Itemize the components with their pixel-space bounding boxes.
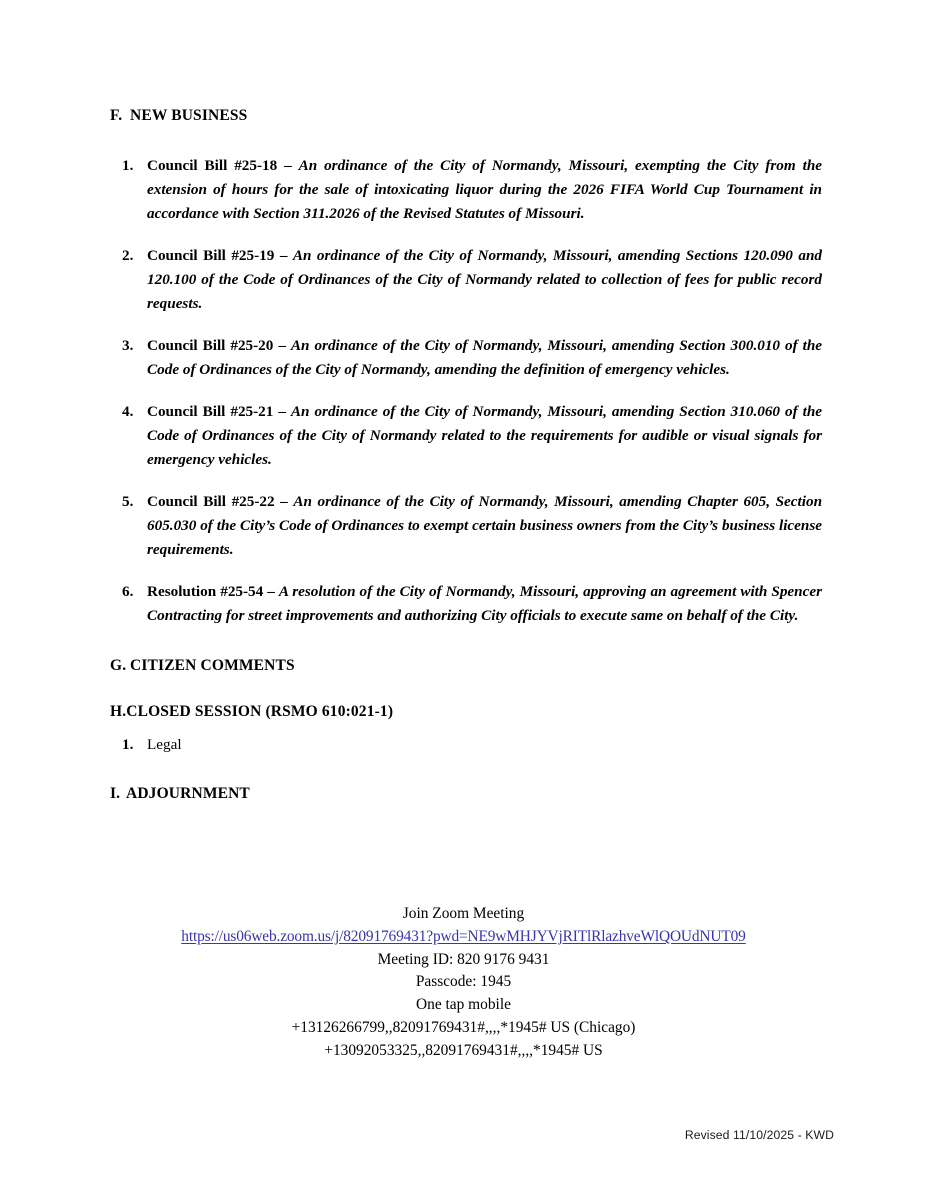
bill-separator: – xyxy=(273,402,291,420)
zoom-heading: Join Zoom Meeting xyxy=(402,905,525,922)
list-item-number: 2. xyxy=(122,246,134,264)
bill-separator: – xyxy=(274,492,294,510)
section-heading-closed-session xyxy=(110,704,822,720)
zoom-dial-in-us: +13092053325,,82091769431#,,,,*1945# US xyxy=(324,1041,603,1059)
zoom-dial-in-chicago: +13126266799,,82091769431#,,,,*1945# US (Chicago) xyxy=(291,1018,636,1036)
list-item-number: 4. xyxy=(122,402,134,420)
bill-identifier: Council Bill #25-20 xyxy=(147,336,274,354)
list-item xyxy=(110,244,822,316)
footer-revision-stamp: Revised 11/10/2025 - KWD xyxy=(684,1128,834,1142)
section-heading-citizen-comments xyxy=(110,658,822,674)
section-heading-adjournment xyxy=(110,786,822,802)
bill-identifier: Resolution #25-54 xyxy=(147,582,264,600)
section-letter: H. xyxy=(110,703,127,721)
document-content xyxy=(110,108,822,801)
bill-separator: – xyxy=(277,156,299,174)
section-letter: G. xyxy=(110,656,127,674)
list-item xyxy=(110,154,822,226)
bill-description: An ordinance of the City of Normandy, Missouri, amending Section 300.010 of the Code of Ordinances of the City of Normandy, amending the definition of emergency vehicles. xyxy=(147,336,823,378)
list-item xyxy=(110,735,822,755)
zoom-meeting-block xyxy=(0,903,927,1063)
list-item-number: 1. xyxy=(122,735,134,753)
section-title: CITIZEN COMMENTS xyxy=(130,656,295,674)
zoom-meeting-link[interactable]: https://us06web.zoom.us/j/82091769431?pwd=NE9wMHJYVjRITlRlazhveWlQOUdNUT09 xyxy=(181,927,746,945)
bill-description: An ordinance of the City of Normandy, Missouri, exempting the City from the extension of hours for the sale of intoxicating liquor during the 2026 FIFA World Cup Tournament in accordance with Section 311.2026 of the Revised Statutes of Missouri. xyxy=(147,156,823,222)
section-letter: F. xyxy=(110,107,123,124)
bill-identifier: Council Bill #25-21 xyxy=(147,402,274,420)
bill-identifier: Council Bill #25-22 xyxy=(147,492,275,510)
list-item xyxy=(110,490,822,562)
list-item-label: Legal xyxy=(147,735,182,753)
list-item-number: 3. xyxy=(122,336,134,354)
section-heading-new-business xyxy=(110,108,822,124)
section-letter: I. xyxy=(110,784,121,802)
list-item xyxy=(110,580,822,628)
bill-description: A resolution of the City of Normandy, Missouri, approving an agreement with Spencer Contracting for street improvements and authorizing City officials to execute same on behalf of the City. xyxy=(147,582,822,624)
bill-separator: – xyxy=(274,246,293,264)
bill-description: An ordinance of the City of Normandy, Missouri, amending Chapter 605, Section 605.030 of the City’s Code of Ordinances to exempt certain business owners from the City’s business license requirements. xyxy=(147,492,823,558)
bill-identifier: Council Bill #25-19 xyxy=(147,246,275,264)
bill-description: An ordinance of the City of Normandy, Missouri, amending Section 310.060 of the Code of Ordinances of the City of Normandy related to the requirements for audible or visual signals for emergency vehicles. xyxy=(147,402,823,468)
zoom-passcode: Passcode: 1945 xyxy=(415,973,512,991)
section-title: NEW BUSINESS xyxy=(130,107,248,124)
bill-identifier: Council Bill #25-18 xyxy=(147,156,278,174)
bill-separator: – xyxy=(263,582,279,600)
closed-session-list xyxy=(110,735,822,755)
list-item-number: 6. xyxy=(122,582,134,600)
list-item xyxy=(110,334,822,382)
zoom-one-tap-label: One tap mobile xyxy=(416,996,511,1014)
list-item xyxy=(110,400,822,472)
section-title: ADJOURNMENT xyxy=(126,784,250,802)
bill-description: An ordinance of the City of Normandy, Missouri, amending Sections 120.090 and 120.100 of the Code of Ordinances of the City of Normandy related to collection of fees for public record requests. xyxy=(147,246,822,312)
zoom-link-line xyxy=(0,926,927,949)
new-business-list xyxy=(110,154,822,628)
section-title: CLOSED SESSION (RSMO 610:021-1) xyxy=(126,703,394,721)
list-item-number: 5. xyxy=(122,492,134,510)
list-item-number: 1. xyxy=(122,156,134,174)
zoom-meeting-id: Meeting ID: 820 9176 9431 xyxy=(377,950,550,968)
bill-separator: – xyxy=(273,336,291,354)
